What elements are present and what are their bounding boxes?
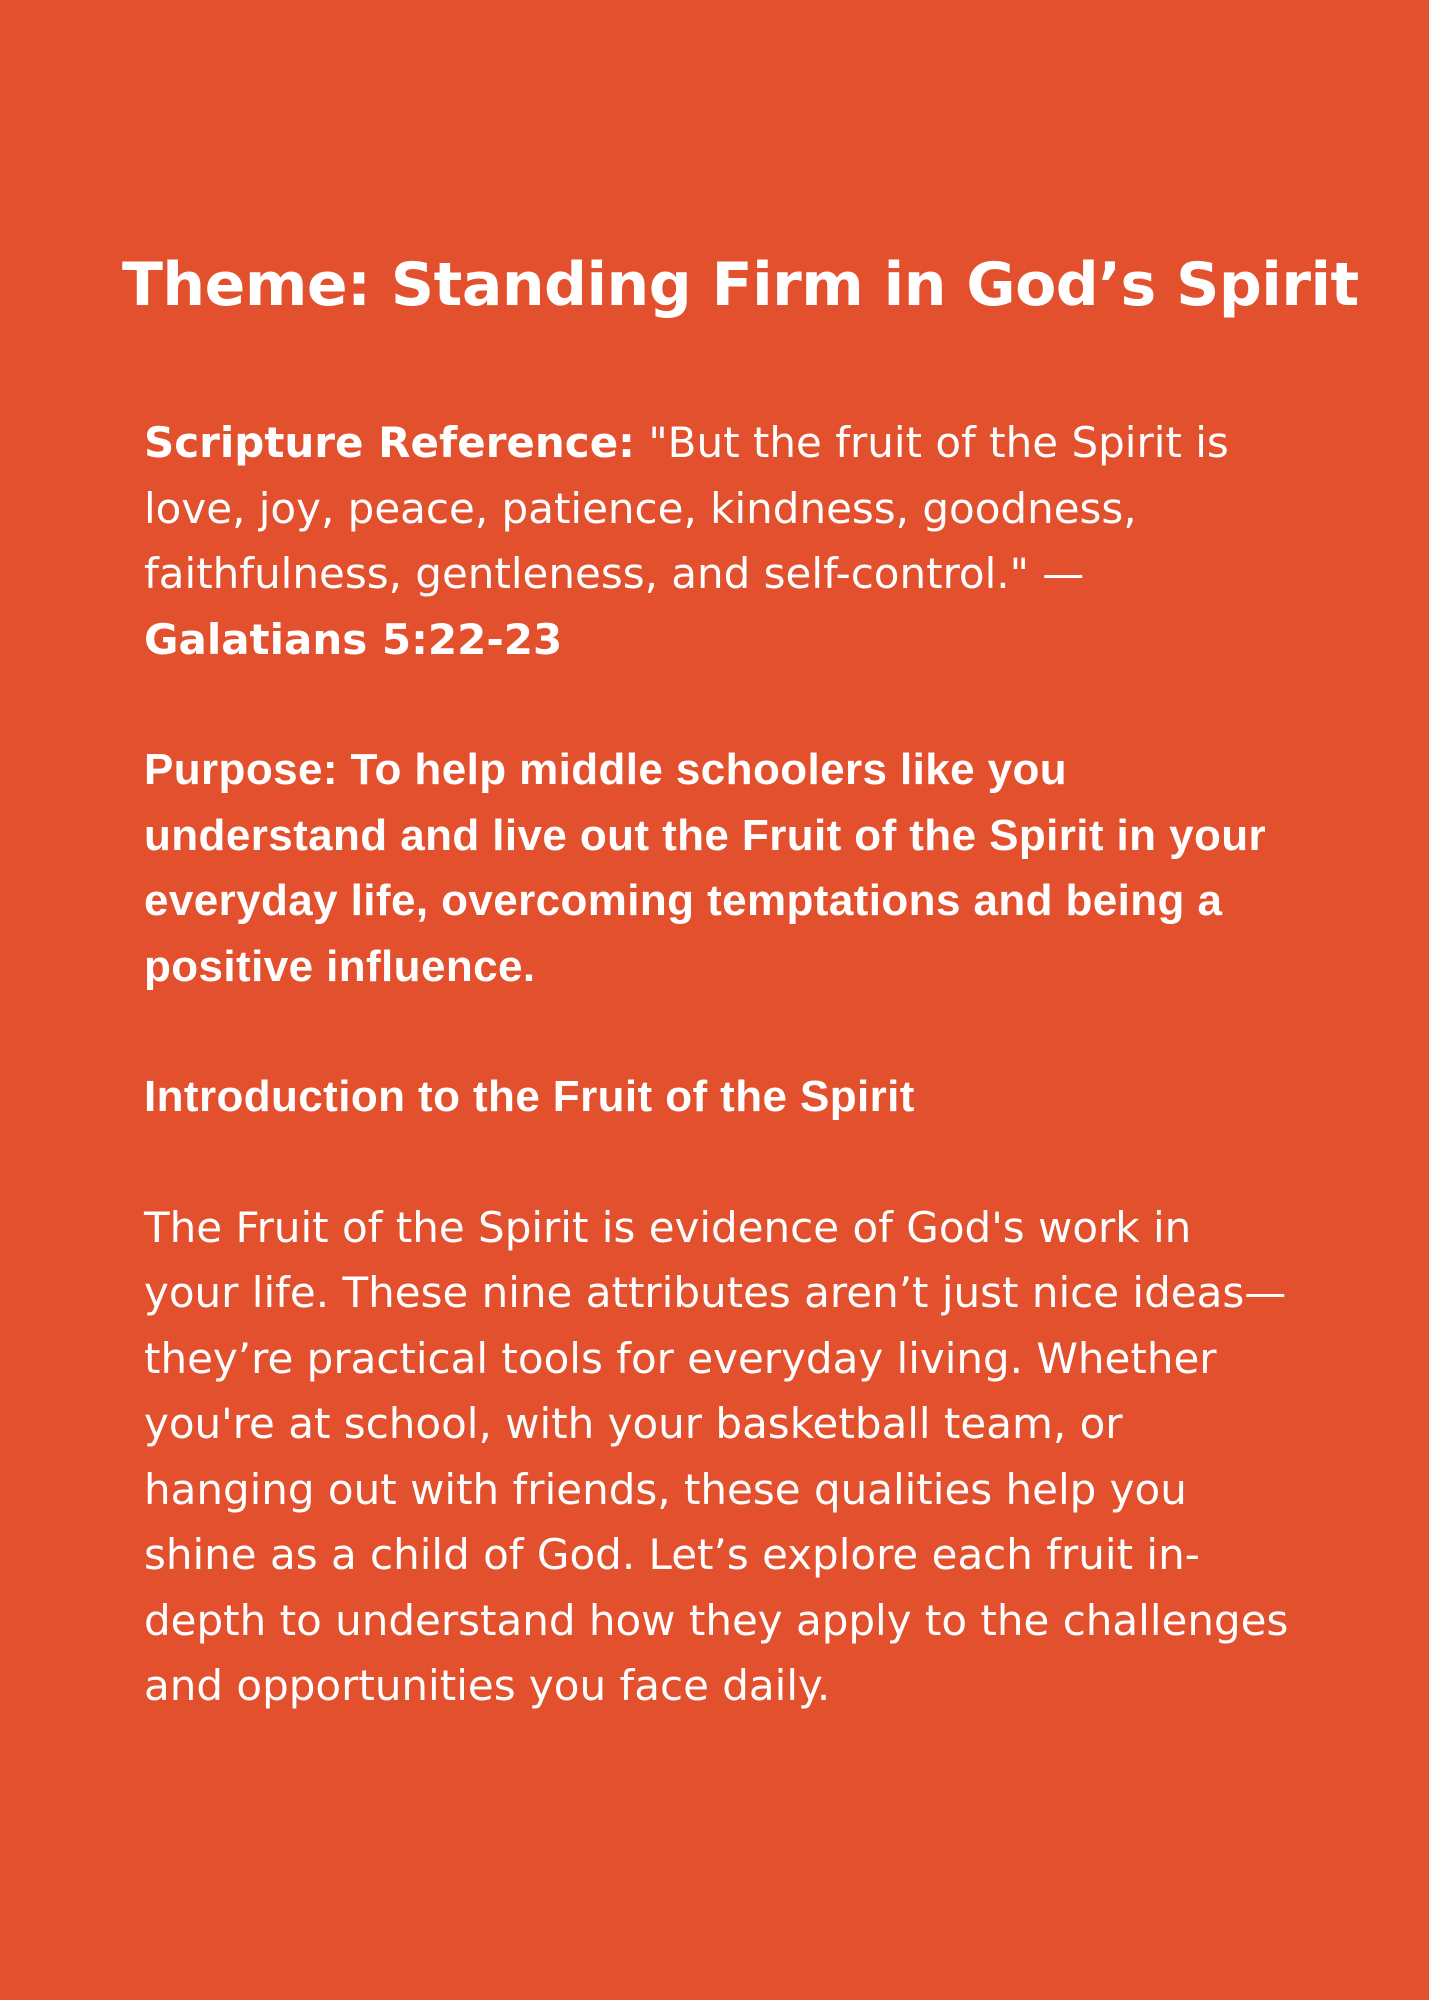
introduction-body: The Fruit of the Spirit is evidence of God's work in your life. These nine attributes aren’t just nice ideas—they’re practical tools for everyday living. Whether you're at school, with your basketball team, or hanging out with friends, these qualities help you shine as a child of God. Let’s explore each fruit in-depth to understand how they apply to the challenges and opportunities you face daily. — [144, 1202, 1289, 1710]
introduction-heading: Introduction to the Fruit of the Spirit — [144, 1072, 915, 1121]
scripture-quote: "But the fruit of the Spirit is love, joy, peace, patience, kindness, goodness, faithfulness, gentleness, and self-control." — — [144, 418, 1229, 598]
page-title: Theme: Standing Firm in God’s Spirit — [122, 250, 1359, 320]
scripture-reference — [144, 410, 1294, 672]
scripture-citation: Galatians 5:22-23 — [144, 614, 563, 664]
purpose-statement: Purpose: To help middle schoolers like you understand and live out the Fruit of the Spirit in your everyday life, overcoming temptations and being a positive influence. — [144, 745, 1267, 991]
scripture-label: Scripture Reference: — [144, 418, 635, 467]
content-column — [144, 410, 1294, 1719]
